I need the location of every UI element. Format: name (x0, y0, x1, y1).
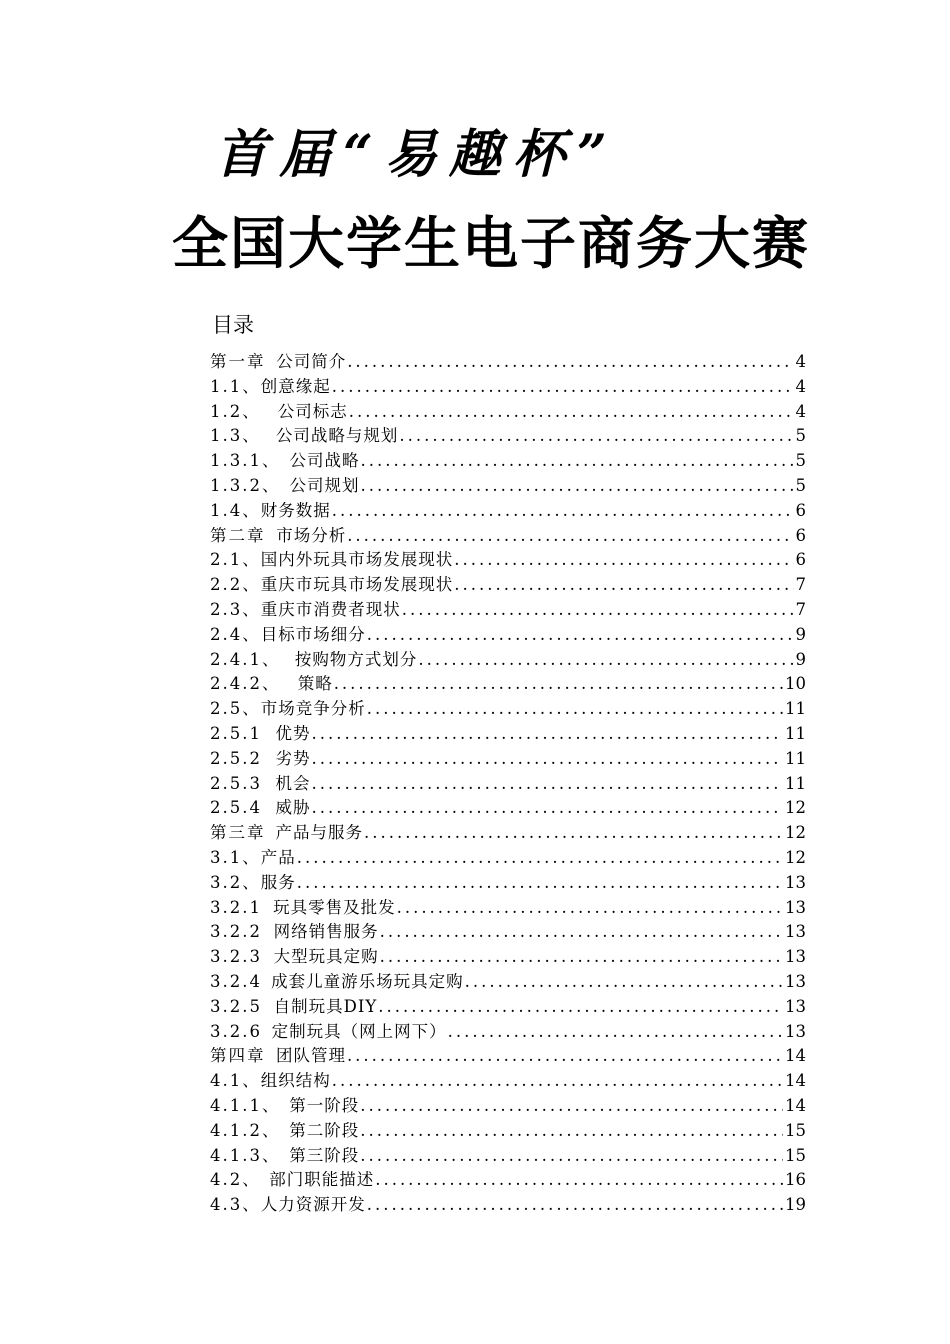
toc-entry-page: 14 (785, 1095, 806, 1115)
toc-entry-number: 4.2、 (210, 1170, 261, 1190)
toc-entry[interactable] (210, 945, 806, 970)
toc-dot-leader (401, 598, 794, 623)
toc-entry-title: 大型玩具定购 (273, 947, 379, 967)
toc-entry-page: 19 (785, 1195, 806, 1215)
toc-entry-page: 9 (795, 624, 806, 644)
toc-entry-page: 12 (785, 823, 806, 843)
toc-entry-title: 团队管理 (275, 1046, 346, 1066)
toc-entry[interactable] (210, 548, 806, 573)
toc-dot-leader (377, 995, 783, 1020)
toc-entry-title: 公司规划 (289, 475, 360, 495)
toc-entry-page: 5 (795, 451, 806, 471)
toc-dot-leader (447, 1020, 783, 1045)
toc-dot-leader (363, 821, 783, 846)
toc-entry-title: 策略 (297, 674, 333, 694)
toc-entry[interactable] (210, 524, 806, 549)
toc-entry-title: 公司战略与规划 (275, 426, 399, 446)
toc-entry-page: 13 (785, 922, 806, 942)
toc-entry-page: 11 (785, 748, 806, 768)
toc-entry-title: 第一阶段 (289, 1095, 360, 1115)
toc-entry-number: 4.1.1、 (210, 1095, 281, 1115)
toc-entry-number: 1.4、 (210, 500, 261, 520)
toc-entry-number: 3.2.3 (210, 947, 262, 967)
toc-dot-leader (374, 1168, 783, 1193)
toc-entry-number: 2.4.2、 (210, 674, 281, 694)
toc-entry-number: 3.2、 (210, 872, 261, 892)
toc-entry[interactable] (210, 796, 806, 821)
toc-entry-number: 3.1、 (210, 847, 261, 867)
toc-dot-leader (396, 896, 783, 921)
toc-entry[interactable] (210, 1044, 806, 1069)
toc-entry-page: 11 (785, 773, 806, 793)
toc-entry[interactable] (210, 598, 806, 623)
toc-entry-title: 人力资源开发 (260, 1195, 366, 1215)
toc-entry-page: 6 (795, 525, 806, 545)
toc-entry-title: 服务 (260, 872, 296, 892)
toc-dot-leader (366, 1193, 783, 1218)
toc-entry-title: 重庆市玩具市场发展现状 (260, 575, 454, 595)
toc-dot-leader (331, 499, 794, 524)
toc-dot-leader (453, 573, 793, 598)
toc-dot-leader (311, 722, 783, 747)
toc-entry-page: 7 (795, 599, 806, 619)
toc-entry-title: 威胁 (275, 798, 311, 818)
toc-entry-number: 2.2、 (210, 575, 261, 595)
toc-entry[interactable] (210, 474, 806, 499)
toc-entry-page: 16 (785, 1170, 806, 1190)
toc-entry-number: 2.5、 (210, 699, 261, 719)
toc-entry-page: 6 (795, 500, 806, 520)
toc-entry-number: 4.3、 (210, 1195, 261, 1215)
toc-entry-page: 12 (785, 798, 806, 818)
toc-entry-number: 4.1.3、 (210, 1145, 281, 1165)
toc-entry[interactable] (210, 400, 806, 425)
toc-entry-page: 5 (795, 475, 806, 495)
toc-dot-leader (366, 697, 783, 722)
toc-entry[interactable] (210, 499, 806, 524)
toc-entry[interactable] (210, 747, 806, 772)
toc-dot-leader (296, 871, 783, 896)
toc-entry[interactable] (210, 970, 806, 995)
toc-dot-leader (379, 945, 783, 970)
toc-entry-page: 13 (785, 996, 806, 1016)
toc-entry-title: 第二阶段 (289, 1120, 360, 1140)
toc-entry-number: 2.4、 (210, 624, 261, 644)
toc-entry[interactable] (210, 846, 806, 871)
toc-entry-number: 2.5.4 (210, 798, 262, 818)
toc-entry-page: 13 (785, 897, 806, 917)
toc-entry-number: 1.1、 (210, 376, 261, 396)
toc-dot-leader (311, 772, 783, 797)
toc-entry[interactable] (210, 1193, 806, 1218)
toc-dot-leader (398, 424, 793, 449)
toc-entry-page: 13 (785, 971, 806, 991)
toc-entry-page: 15 (785, 1145, 806, 1165)
toc-entry-title: 财务数据 (260, 500, 331, 520)
toc-entry[interactable] (210, 772, 806, 797)
toc-entry-title: 产品与服务 (275, 823, 364, 843)
toc-dot-leader (296, 846, 783, 871)
toc-entry[interactable] (210, 424, 806, 449)
toc-entry-title: 产品 (260, 847, 296, 867)
toc-entry-number: 第四章 (210, 1046, 266, 1066)
toc-entry-number: 4.1、 (210, 1071, 261, 1091)
toc-entry-page: 4 (795, 352, 806, 371)
toc-entry-title: 部门职能描述 (269, 1170, 375, 1190)
toc-entry-page: 11 (785, 699, 806, 719)
toc-entry[interactable] (210, 1144, 806, 1169)
toc-entry[interactable] (210, 821, 806, 846)
toc-entry[interactable] (210, 722, 806, 747)
toc-entry-title: 定制玩具（网上网下） (271, 1021, 447, 1041)
toc-entry[interactable] (210, 871, 806, 896)
toc-dot-leader (379, 920, 783, 945)
toc-dot-leader (453, 548, 793, 573)
toc-dot-leader (366, 623, 794, 648)
toc-entry-page: 14 (785, 1046, 806, 1066)
toc-dot-leader (464, 970, 783, 995)
toc-entry[interactable] (210, 995, 806, 1020)
toc-entry-number: 3.2.5 (210, 996, 262, 1016)
toc-entry-number: 2.4.1、 (210, 649, 281, 669)
toc-entry-number: 1.3.2、 (210, 475, 281, 495)
toc-entry-page: 4 (795, 376, 806, 396)
toc-entry-title: 机会 (275, 773, 311, 793)
toc-entry-number: 4.1.2、 (210, 1120, 281, 1140)
toc-entry[interactable] (210, 648, 806, 673)
toc-entry-number: 3.2.6 (210, 1021, 262, 1041)
toc-dot-leader (359, 449, 793, 474)
toc-entry-title: 目标市场细分 (260, 624, 366, 644)
document-title: 首届“易趣杯” (215, 124, 619, 185)
toc-entry-number: 1.2、 (210, 401, 261, 421)
toc-entry-number: 第二章 (210, 525, 266, 545)
toc-heading: 目录 (212, 313, 254, 337)
toc-entry-title: 玩具零售及批发 (273, 897, 396, 917)
toc-entry-number: 2.5.3 (210, 773, 262, 793)
toc-entry-number: 3.2.4 (210, 971, 262, 991)
toc-dot-leader (333, 672, 783, 697)
toc-entry-page: 9 (795, 649, 806, 669)
toc-dot-leader (348, 400, 794, 425)
toc-dot-leader (311, 747, 783, 772)
toc-entry-number: 2.5.1 (210, 723, 262, 743)
toc-entry-number: 3.2.1 (210, 897, 262, 917)
toc-entry-title: 优势 (275, 723, 311, 743)
toc-entry-title: 国内外玩具市场发展现状 (260, 550, 454, 570)
toc-entry-number: 1.3.1、 (210, 451, 281, 471)
toc-dot-leader (346, 524, 793, 549)
toc-entry-page: 11 (785, 723, 806, 743)
toc-dot-leader (346, 350, 793, 375)
document-subtitle: 全国大学生电子商务大赛 (172, 212, 810, 277)
toc-dot-leader (311, 796, 783, 821)
toc-dot-leader (359, 1119, 783, 1144)
toc-entry-number: 第一章 (210, 352, 266, 371)
toc-entry-number: 2.5.2 (210, 748, 262, 768)
toc-entry-page: 10 (785, 674, 806, 694)
toc-entry[interactable] (210, 896, 806, 921)
toc-dot-leader (346, 1044, 783, 1069)
toc-entry-title: 公司战略 (289, 451, 360, 471)
toc-entry[interactable] (210, 1168, 806, 1193)
toc-entry[interactable] (210, 1119, 806, 1144)
toc-dot-leader (331, 375, 794, 400)
toc-entry[interactable] (210, 375, 806, 400)
toc-entry-page: 6 (795, 550, 806, 570)
toc-dot-leader (359, 474, 793, 499)
toc-entry[interactable] (210, 1094, 806, 1119)
toc-entry-page: 13 (785, 947, 806, 967)
table-of-contents (210, 350, 806, 1218)
toc-entry-title: 按购物方式划分 (294, 649, 418, 669)
toc-entry-title: 自制玩具DIY (273, 996, 378, 1016)
toc-entry-title: 成套儿童游乐场玩具定购 (271, 971, 464, 991)
toc-entry-title: 市场竞争分析 (260, 699, 366, 719)
toc-entry[interactable] (210, 1020, 806, 1045)
toc-entry[interactable] (210, 672, 806, 697)
toc-entry-title: 劣势 (275, 748, 311, 768)
toc-dot-leader (359, 1144, 783, 1169)
toc-entry-title: 公司标志 (277, 401, 348, 421)
toc-entry-title: 组织结构 (260, 1071, 331, 1091)
toc-entry-number: 2.3、 (210, 599, 261, 619)
toc-entry[interactable] (210, 697, 806, 722)
toc-dot-leader (331, 1069, 783, 1094)
toc-entry-number: 第三章 (210, 823, 266, 843)
toc-entry-title: 网络销售服务 (273, 922, 379, 942)
toc-entry-page: 15 (785, 1120, 806, 1140)
toc-entry-number: 2.1、 (210, 550, 261, 570)
toc-entry[interactable] (210, 623, 806, 648)
toc-entry-page: 12 (785, 847, 806, 867)
toc-entry-title: 重庆市消费者现状 (260, 599, 401, 619)
toc-entry[interactable] (210, 573, 806, 598)
toc-entry-number: 3.2.2 (210, 922, 262, 942)
toc-entry[interactable] (210, 449, 806, 474)
toc-entry-page: 14 (785, 1071, 806, 1091)
toc-entry[interactable] (210, 350, 806, 375)
toc-entry[interactable] (210, 920, 806, 945)
toc-entry-page: 4 (795, 401, 806, 421)
toc-entry-title: 第三阶段 (289, 1145, 360, 1165)
toc-entry-page: 7 (795, 575, 806, 595)
toc-entry-page: 5 (795, 426, 806, 446)
toc-dot-leader (417, 648, 793, 673)
toc-entry-page: 13 (785, 872, 806, 892)
toc-entry-page: 13 (785, 1021, 806, 1041)
toc-entry[interactable] (210, 1069, 806, 1094)
toc-entry-title: 市场分析 (276, 525, 347, 545)
toc-entry-title: 创意缘起 (260, 376, 331, 396)
toc-entry-number: 1.3、 (210, 426, 261, 446)
toc-entry-title: 公司简介 (276, 352, 347, 371)
toc-dot-leader (359, 1094, 783, 1119)
